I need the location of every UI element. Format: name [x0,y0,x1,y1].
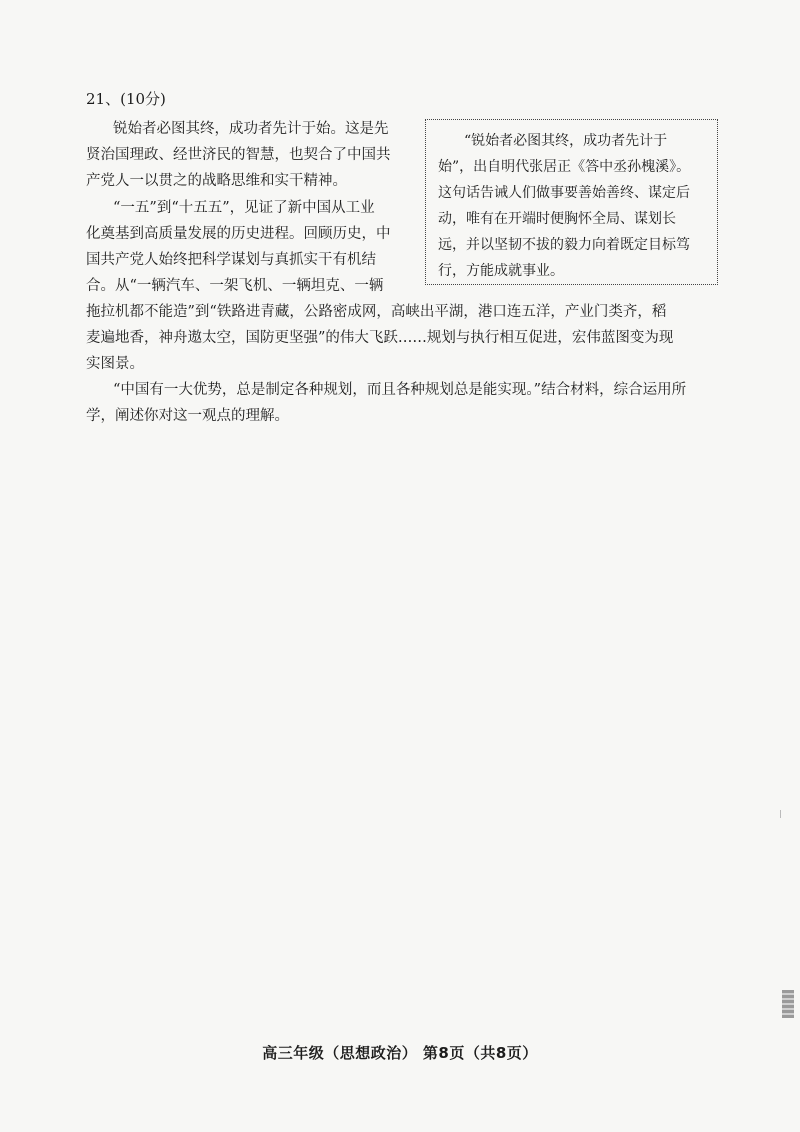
paragraph-line: 拖拉机都不能造”到“铁路进青藏，公路密成网，高峡出平湖，港口连五洋，产业门类齐，稻 [86,304,667,320]
page-footer: 高三年级（思想政治） 第8页（共8页） [262,1044,538,1062]
paragraph-line: 合。从“一辆汽车、一架飞机、一辆坦克、一辆 [86,278,384,294]
paragraph-line: 国共产党人始终把科学谋划与真抓实干有机结 [86,252,376,268]
paragraph-line: 麦遍地香，神舟遨太空，国防更坚强”的伟大飞跃……规划与执行相互促进，宏伟蓝图变为现 [86,330,674,346]
paragraph-line: 产党人一以贯之的战略思维和实干精神。 [86,173,347,189]
paragraph-line: 实图景。 [86,356,144,372]
annotation-line: “锐始者必图其终，成功者先计于 [464,133,668,149]
prompt-line: 学，阐述你对这一观点的理解。 [86,408,289,424]
scan-mark [780,810,781,818]
question-number: 21、(10分) [86,90,166,108]
paragraph-line: 锐始者必图其终，成功者先计于始。这是先 [113,121,389,137]
annotation-line: 远，并以坚韧不拔的毅力向着既定目标笃 [438,237,690,253]
annotation-line: 行，方能成就事业。 [438,263,564,279]
scan-edge-mark [782,990,794,1018]
annotation-line: 始”，出自明代张居正《答中丞孙槐溪》。 [438,159,691,175]
paragraph-line: 化奠基到高质量发展的历史进程。回顾历史，中 [86,226,391,242]
prompt-line: “中国有一大优势，总是制定各种规划，而且各种规划总是能实现。”结合材料，综合运用所 [113,382,687,398]
annotation-line: 动，唯有在开端时便胸怀全局、谋划长 [438,211,676,227]
paragraph-line: 贤治国理政、经世济民的智慧，也契合了中国共 [86,147,391,163]
annotation-box [425,119,718,285]
paragraph-line: “一五”到“十五五”，见证了新中国从工业 [113,200,375,216]
annotation-line: 这句话告诫人们做事要善始善终、谋定后 [438,185,690,201]
